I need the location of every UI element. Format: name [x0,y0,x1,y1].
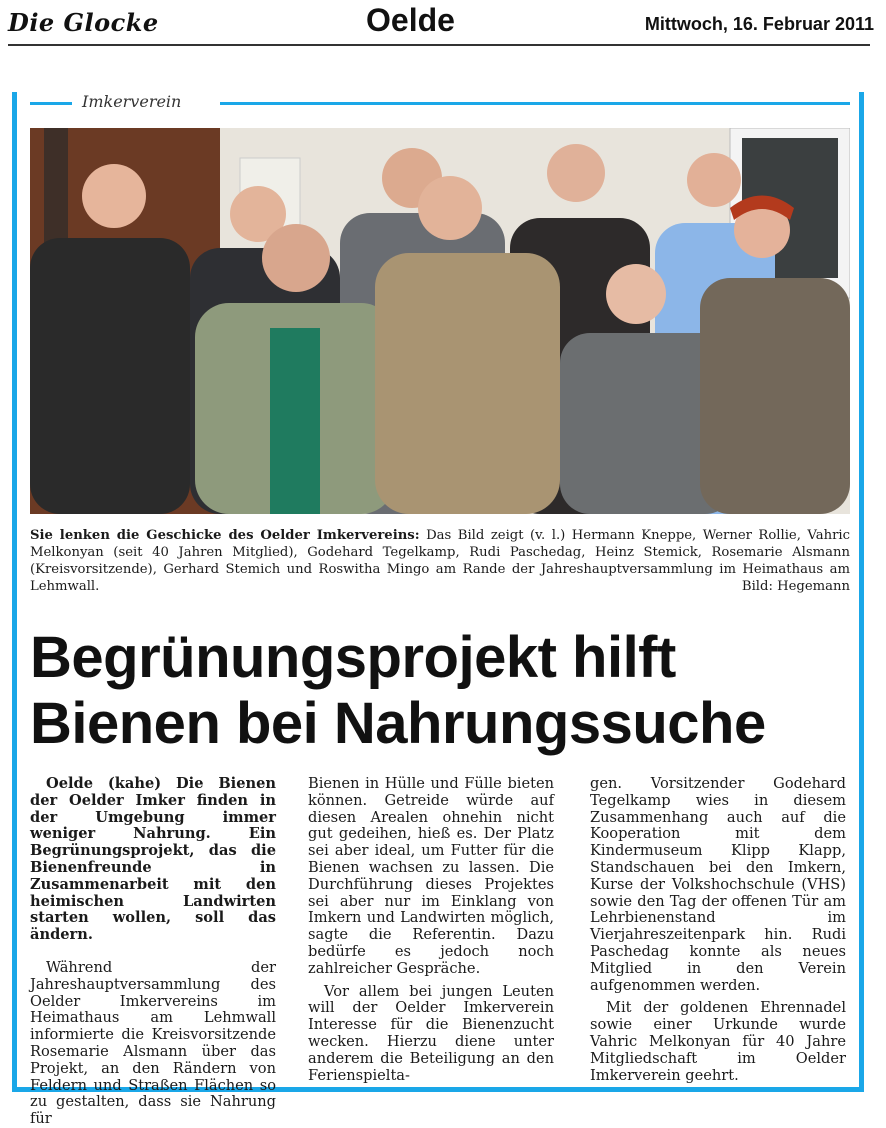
section-header [30,92,850,116]
article-lead: Oelde (kahe) Die Bienen der Oelder Imker finden in der Umgebung immer weniger Nahrung. Ein Begrünungsprojekt, das die Bienenfreunde in Zusammenarbeit mit den heimischen Landwirten starten wollen, soll das ändern. [30,775,276,944]
issue-date: Mittwoch, 16. Februar 2011 [644,14,874,34]
article-column-2 [308,776,554,1084]
newspaper-logo: Die Glocke [8,8,159,37]
headline [30,625,870,757]
masthead-divider [8,44,870,46]
headline-line-1: Begrünungsprojekt hilft [30,625,676,690]
section-rule-left [30,102,72,105]
caption-lead: Sie lenken die Geschicke des Oelder Imkervereins: [30,528,420,543]
section-label: Imkerverein [82,92,182,111]
section-rule-right [220,102,850,105]
article-paragraph-4: gen. Vorsitzender Godehard Tegelkamp wies in diesem Zusammenhang auch auf die Kooperation mit dem Kindermuseum Klipp Klapp, Standschauen bei den Imkern, Kurse der Volkshochschule (VHS) sowie den Tag der offenen Tür am Lehrbienenstand im Vierjahreszeitenpark hin. Rudi Paschedag konnte als neues Mitglied in den Verein aufgenommen werden. [590,775,846,994]
article-paragraph-5: Mit der goldenen Ehrennadel sowie einer Urkunde wurde Vahric Melkonyan für 40 Jahre Mitgliedschaft im Oelder Imkerverein geehrt. [590,999,846,1084]
group-photo [30,128,850,514]
article-paragraph-1: Während der Jahreshauptversammlung des Oelder Imkervereins im Heimathaus am Lehmwall informierte die Kreisvorsitzende Rosemarie Alsmann über das Projekt, an den Rändern von Feldern und Straßen Flächen so zu gestalten, dass sie Nahrung für [30,958,276,1128]
article-paragraph-3: Vor allem bei jungen Leuten will der Oelder Imkerverein Interesse für die Bienenzucht wecken. Hierzu diene unter anderem die Beteiligung an den Ferienspielta- [308,982,554,1084]
group-photo-illustration [30,128,850,514]
masthead [0,0,886,46]
photo-caption [30,527,850,595]
caption-text: Das Bild zeigt (v. l.) Hermann Kneppe, Werner Rollie, Vahric Melkonyan (seit 40 Jahren Mitglied), Godehard Tegelkamp, Rudi Paschedag, Heinz Stemick, Rosemarie Alsmann (Kreisvorsitzende), Gerhard Stemich und Roswitha Mingo am Rande der Jahreshauptversammlung im Heimathaus am Lehmwall. [30,528,850,594]
photo-credit: Bild: Hegemann [741,579,850,594]
article-paragraph-2: Bienen in Hülle und Fülle bieten können. Getreide würde auf diesen Arealen ohnehin nicht gut gedeihen, hieß es. Der Platz sei aber ideal, um Futter für die Bienen wachsen zu lassen. Die Durchführung dieses Projektes sei aber nur im Einklang von Imkern und Landwirten möglich, sagte die Referentin. Dazu bedürfe es jedoch noch zahlreicher Gespräche. [308,775,554,977]
headline-line-2: Bienen bei Nahrungssuche [30,691,766,756]
local-section-title: Oelde [366,2,455,38]
article-column-1 [30,776,276,1128]
article-column-3 [590,776,846,1084]
